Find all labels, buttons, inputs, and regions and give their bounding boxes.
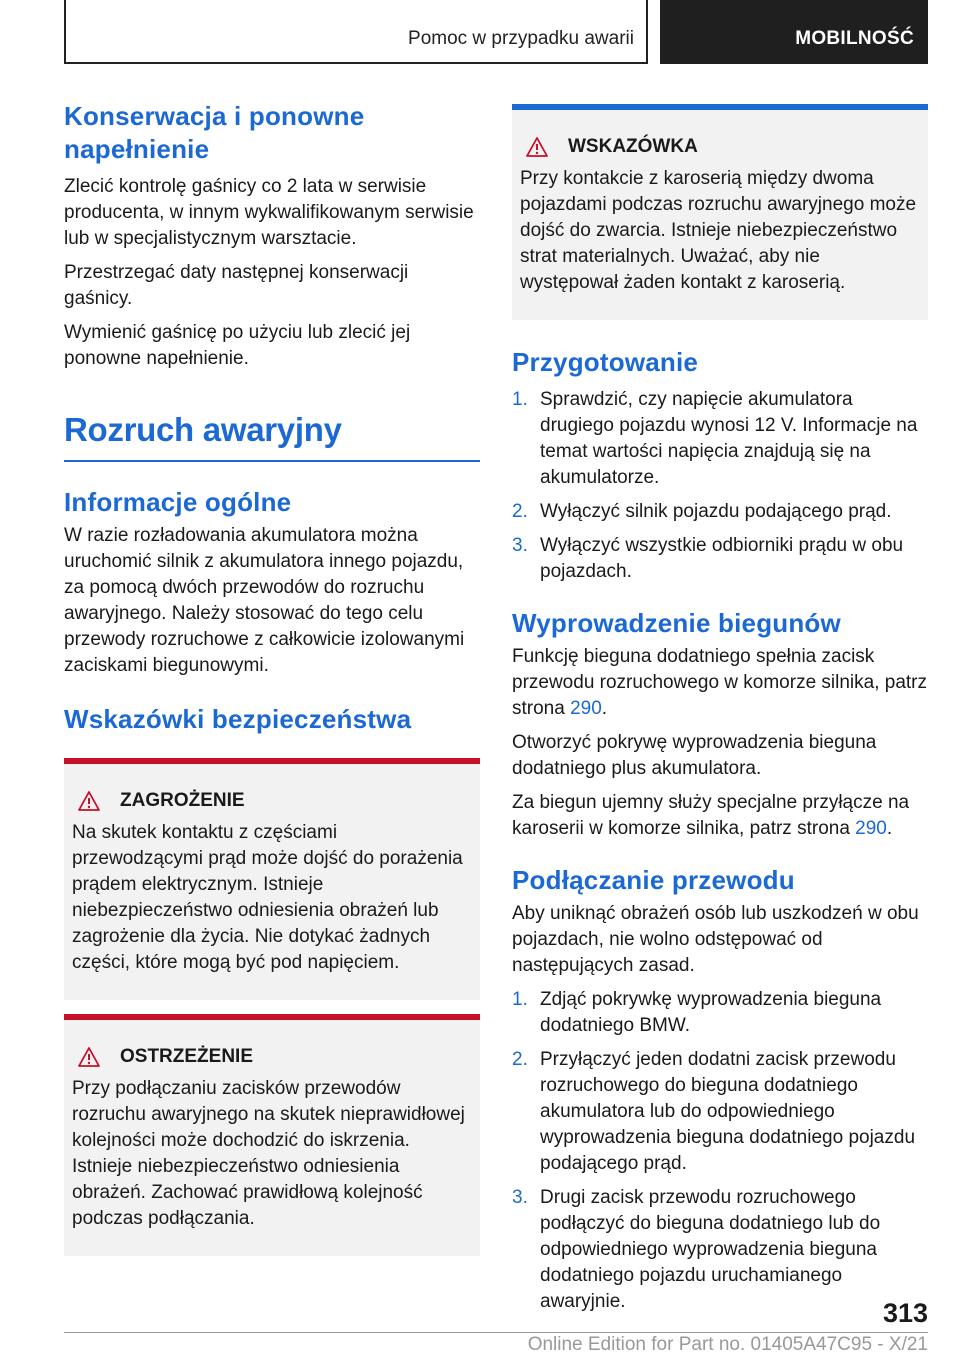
paragraph-text: . — [886, 818, 893, 839]
connection-steps-list — [512, 987, 928, 1315]
page-number: 313 — [882, 1298, 928, 1328]
paragraph-daty: Przestrzegać daty następnej konserwacji gaśnicy. — [64, 262, 409, 309]
paragraph-kontrola: Zlecić kontrolę gaśnicy co 2 lata w serwisie producenta, w innym wykwalifikowanym serwisie lub w specjalistycznym warsztacie. — [64, 176, 474, 249]
list-number: 3. — [512, 1187, 528, 1208]
paragraph-informacje: W razie rozładowania akumulatora można uruchomić silnik z akumulatora innego pojazdu, za pomocą dwóch przewodów do rozruchu awaryjnego. Należy stosować do tego celu przewody rozruchowe z całkowicie izolowanymi zaciskami biegunowymi. — [64, 525, 465, 676]
heading-podlaczanie: Podłączanie przewodu — [512, 865, 795, 895]
list-text: Sprawdzić, czy napięcie akumulatora drugiego pojazdu wynosi 12 V. Informacje na temat wartości napięcia znajdują się na akumulatorze. — [540, 389, 918, 488]
paragraph-wyprowadzenie-3 — [512, 790, 928, 842]
paragraph-wymiana: Wymienić gaśnicę po użyciu lub zlecić jej ponowne napełnienie. — [64, 322, 411, 369]
warning-box — [64, 1014, 480, 1256]
heading-przygotowanie: Przygotowanie — [512, 347, 699, 377]
danger-text: Na skutek kontaktu z częściami przewodzącymi prąd może dojść do porażenia prądem elektrycznym. Istnieje niebezpieczeństwo odniesienia obrażeń lub zagrożenie dla życia. Nie dotykać żadnych części, które mogą być pod napięciem. — [72, 822, 463, 973]
section-title: Pomoc w przypadku awarii — [408, 28, 634, 49]
warning-title: OSTRZEŻENIE — [120, 1046, 254, 1067]
preparation-list — [512, 387, 928, 585]
page-link-290[interactable]: 290 — [570, 698, 602, 719]
list-text: Wyłączyć silnik pojazdu podającego prąd. — [540, 501, 892, 522]
list-item — [512, 1047, 928, 1177]
heading-informacje: Informacje ogólne — [64, 487, 292, 517]
note-box — [512, 104, 928, 320]
list-text: Przyłączyć jeden dodatni zacisk przewodu rozruchowego do bieguna dodatniego akumulatora lub do odpowiedniego wyprowadzenia bieguna dodatniego pojazdu podającego prąd. — [540, 1049, 916, 1174]
page-link-290[interactable]: 290 — [855, 818, 887, 839]
heading-rozruch: Rozruch awaryjny — [64, 411, 342, 448]
heading-wyprowadzenie: Wyprowadzenie biegunów — [512, 608, 841, 638]
list-text: Zdjąć pokrywkę wyprowadzenia bieguna dodatniego BMW. — [540, 989, 882, 1036]
list-number: 2. — [512, 1049, 528, 1070]
list-number: 1. — [512, 989, 528, 1010]
heading-underline — [64, 460, 480, 462]
list-item — [512, 987, 928, 1039]
list-number: 2. — [512, 501, 528, 522]
list-item — [512, 1185, 928, 1315]
heading-konserwacja: Konserwacja i ponowne napełnienie — [64, 101, 365, 164]
footer-divider — [64, 1332, 928, 1333]
note-title: WSKAZÓWKA — [568, 136, 698, 157]
note-title-row — [526, 134, 920, 160]
paragraph-wyprowadzenie-2: Otworzyć pokrywę wyprowadzenia bieguna dodatniego plus akumulatora. — [512, 732, 877, 779]
danger-title-row — [78, 788, 472, 814]
left-column — [64, 100, 480, 1256]
warning-text: Przy podłączaniu zacisków przewodów rozruchu awaryjnego na skutek nieprawidłowej kolejności może dochodzić do iskrzenia. Istnieje niebezpieczeństwo odniesienia obrażeń. Zachować prawidłową kolejność podczas podłączania. — [72, 1078, 465, 1229]
list-item — [512, 387, 928, 491]
paragraph-podlaczanie: Aby uniknąć obrażeń osób lub uszkodzeń w obu pojazdach, nie wolno odstępować od następujących zasad. — [512, 903, 919, 976]
danger-box — [64, 758, 480, 1000]
paragraph-text: Funkcję bieguna dodatniego spełnia zacisk przewodu rozruchowego w komorze silnika, patrz strona — [512, 646, 928, 719]
list-item — [512, 499, 928, 525]
chapter-title: MOBILNOŚĆ — [795, 28, 914, 49]
paragraph-text: Za biegun ujemny służy specjalne przyłącze na karoserii w komorze silnika, patrz strona — [512, 792, 910, 839]
page-header — [64, 0, 928, 64]
list-number: 3. — [512, 535, 528, 556]
warning-triangle-icon — [78, 1047, 100, 1067]
paragraph-wyprowadzenie-1 — [512, 644, 928, 722]
danger-title: ZAGROŻENIE — [120, 790, 245, 811]
warning-triangle-icon — [526, 137, 548, 157]
list-text: Wyłączyć wszystkie odbiorniki prądu w obu pojazdach. — [540, 535, 904, 582]
paragraph-text: . — [601, 698, 608, 719]
note-text: Przy kontakcie z karoserią między dwoma pojazdami podczas rozruchu awaryjnego może dojść do zwarcia. Istnieje niebezpieczeństwo strat materialnych. Uważać, aby nie występował żaden kontakt z karoserią. — [520, 168, 917, 293]
chapter-tab — [660, 0, 928, 64]
heading-wskazowki: Wskazówki bezpieczeństwa — [64, 704, 412, 734]
list-text: Drugi zacisk przewodu rozruchowego podłączyć do bieguna dodatniego lub do odpowiedniego wyprowadzenia bieguna dodatniego pojazdu uruchamianego awaryjnie. — [540, 1187, 881, 1312]
edition-text: Online Edition for Part no. 01405A47C95 - X/21 — [527, 1334, 928, 1355]
list-item — [512, 533, 928, 585]
warning-triangle-icon — [78, 791, 100, 811]
right-column — [512, 104, 928, 1315]
warning-title-row — [78, 1044, 472, 1070]
list-number: 1. — [512, 389, 528, 410]
section-tab — [64, 0, 648, 64]
